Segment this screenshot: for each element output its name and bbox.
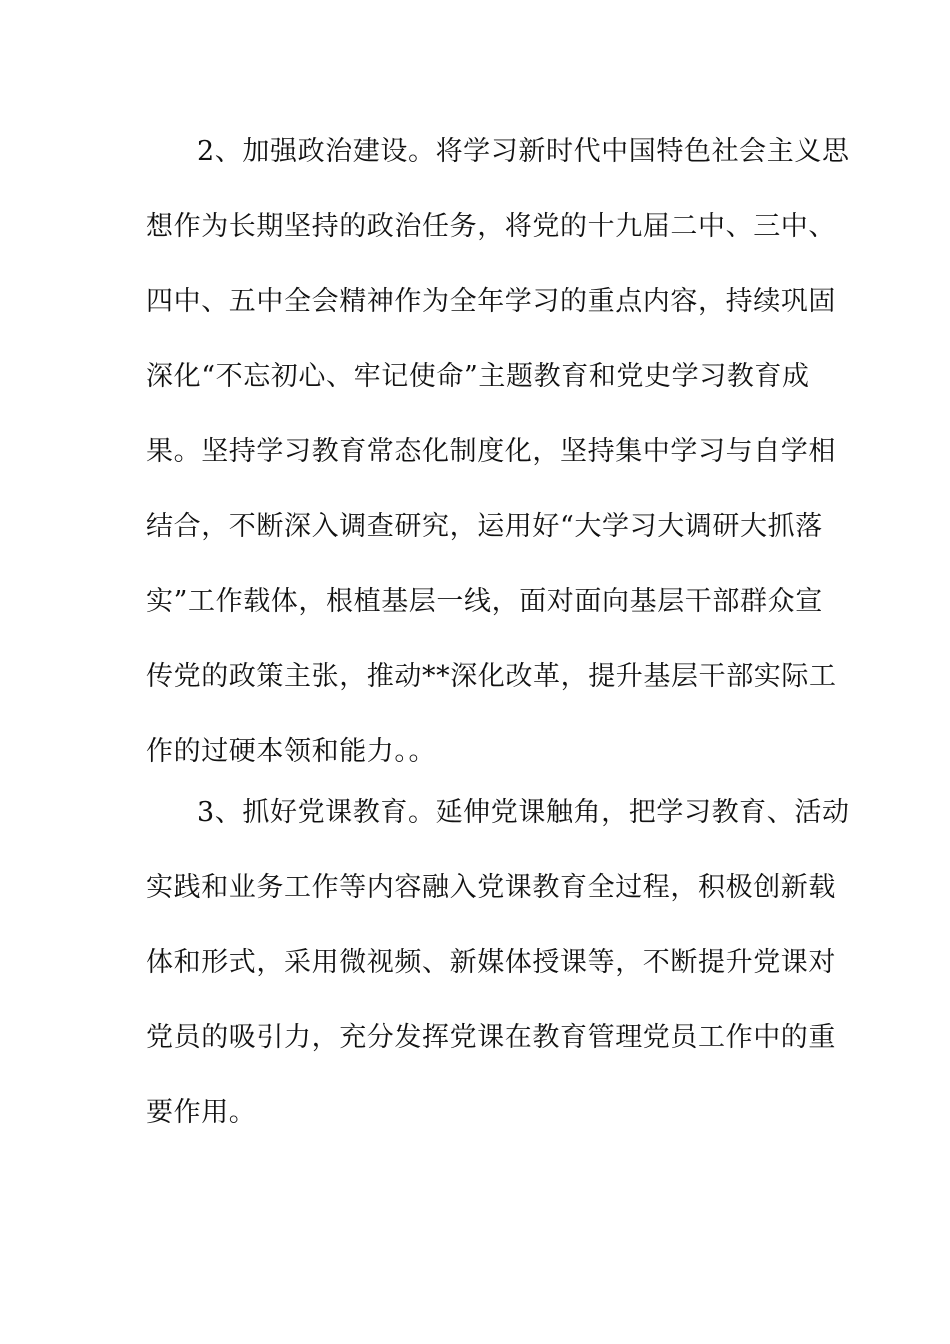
- paragraph-line: 果。坚持学习教育常态化制度化，坚持集中学习与自学相: [146, 436, 836, 467]
- paragraph-line: 想作为长期坚持的政治任务，将党的十九届二中、三中、: [146, 211, 836, 242]
- paragraph-line: 作的过硬本领和能力。。: [146, 736, 437, 767]
- paragraph-line: 实”工作载体，根植基层一线，面对面向基层干部群众宣: [146, 586, 823, 617]
- paragraph-line: 3、抓好党课教育。延伸党课触角，把学习教育、活动: [197, 797, 850, 828]
- paragraph-line: 2、加强政治建设。将学习新时代中国特色社会主义思: [197, 136, 850, 167]
- paragraph-line: 传党的政策主张，推动**深化改革，提升基层干部实际工: [146, 661, 837, 692]
- paragraph-line: 深化“不忘初心、牢记使命”主题教育和党史学习教育成: [146, 361, 810, 392]
- paragraph-line: 四中、五中全会精神作为全年学习的重点内容，持续巩固: [146, 286, 836, 317]
- paragraph-line: 要作用。: [146, 1097, 257, 1128]
- paragraph-line: 体和形式，采用微视频、新媒体授课等，不断提升党课对: [146, 947, 836, 978]
- paragraph-line: 实践和业务工作等内容融入党课教育全过程，积极创新载: [146, 872, 836, 903]
- paragraph-line: 结合，不断深入调查研究，运用好“大学习大调研大抓落: [146, 511, 823, 542]
- paragraph-line: 党员的吸引力，充分发挥党课在教育管理党员工作中的重: [146, 1022, 836, 1053]
